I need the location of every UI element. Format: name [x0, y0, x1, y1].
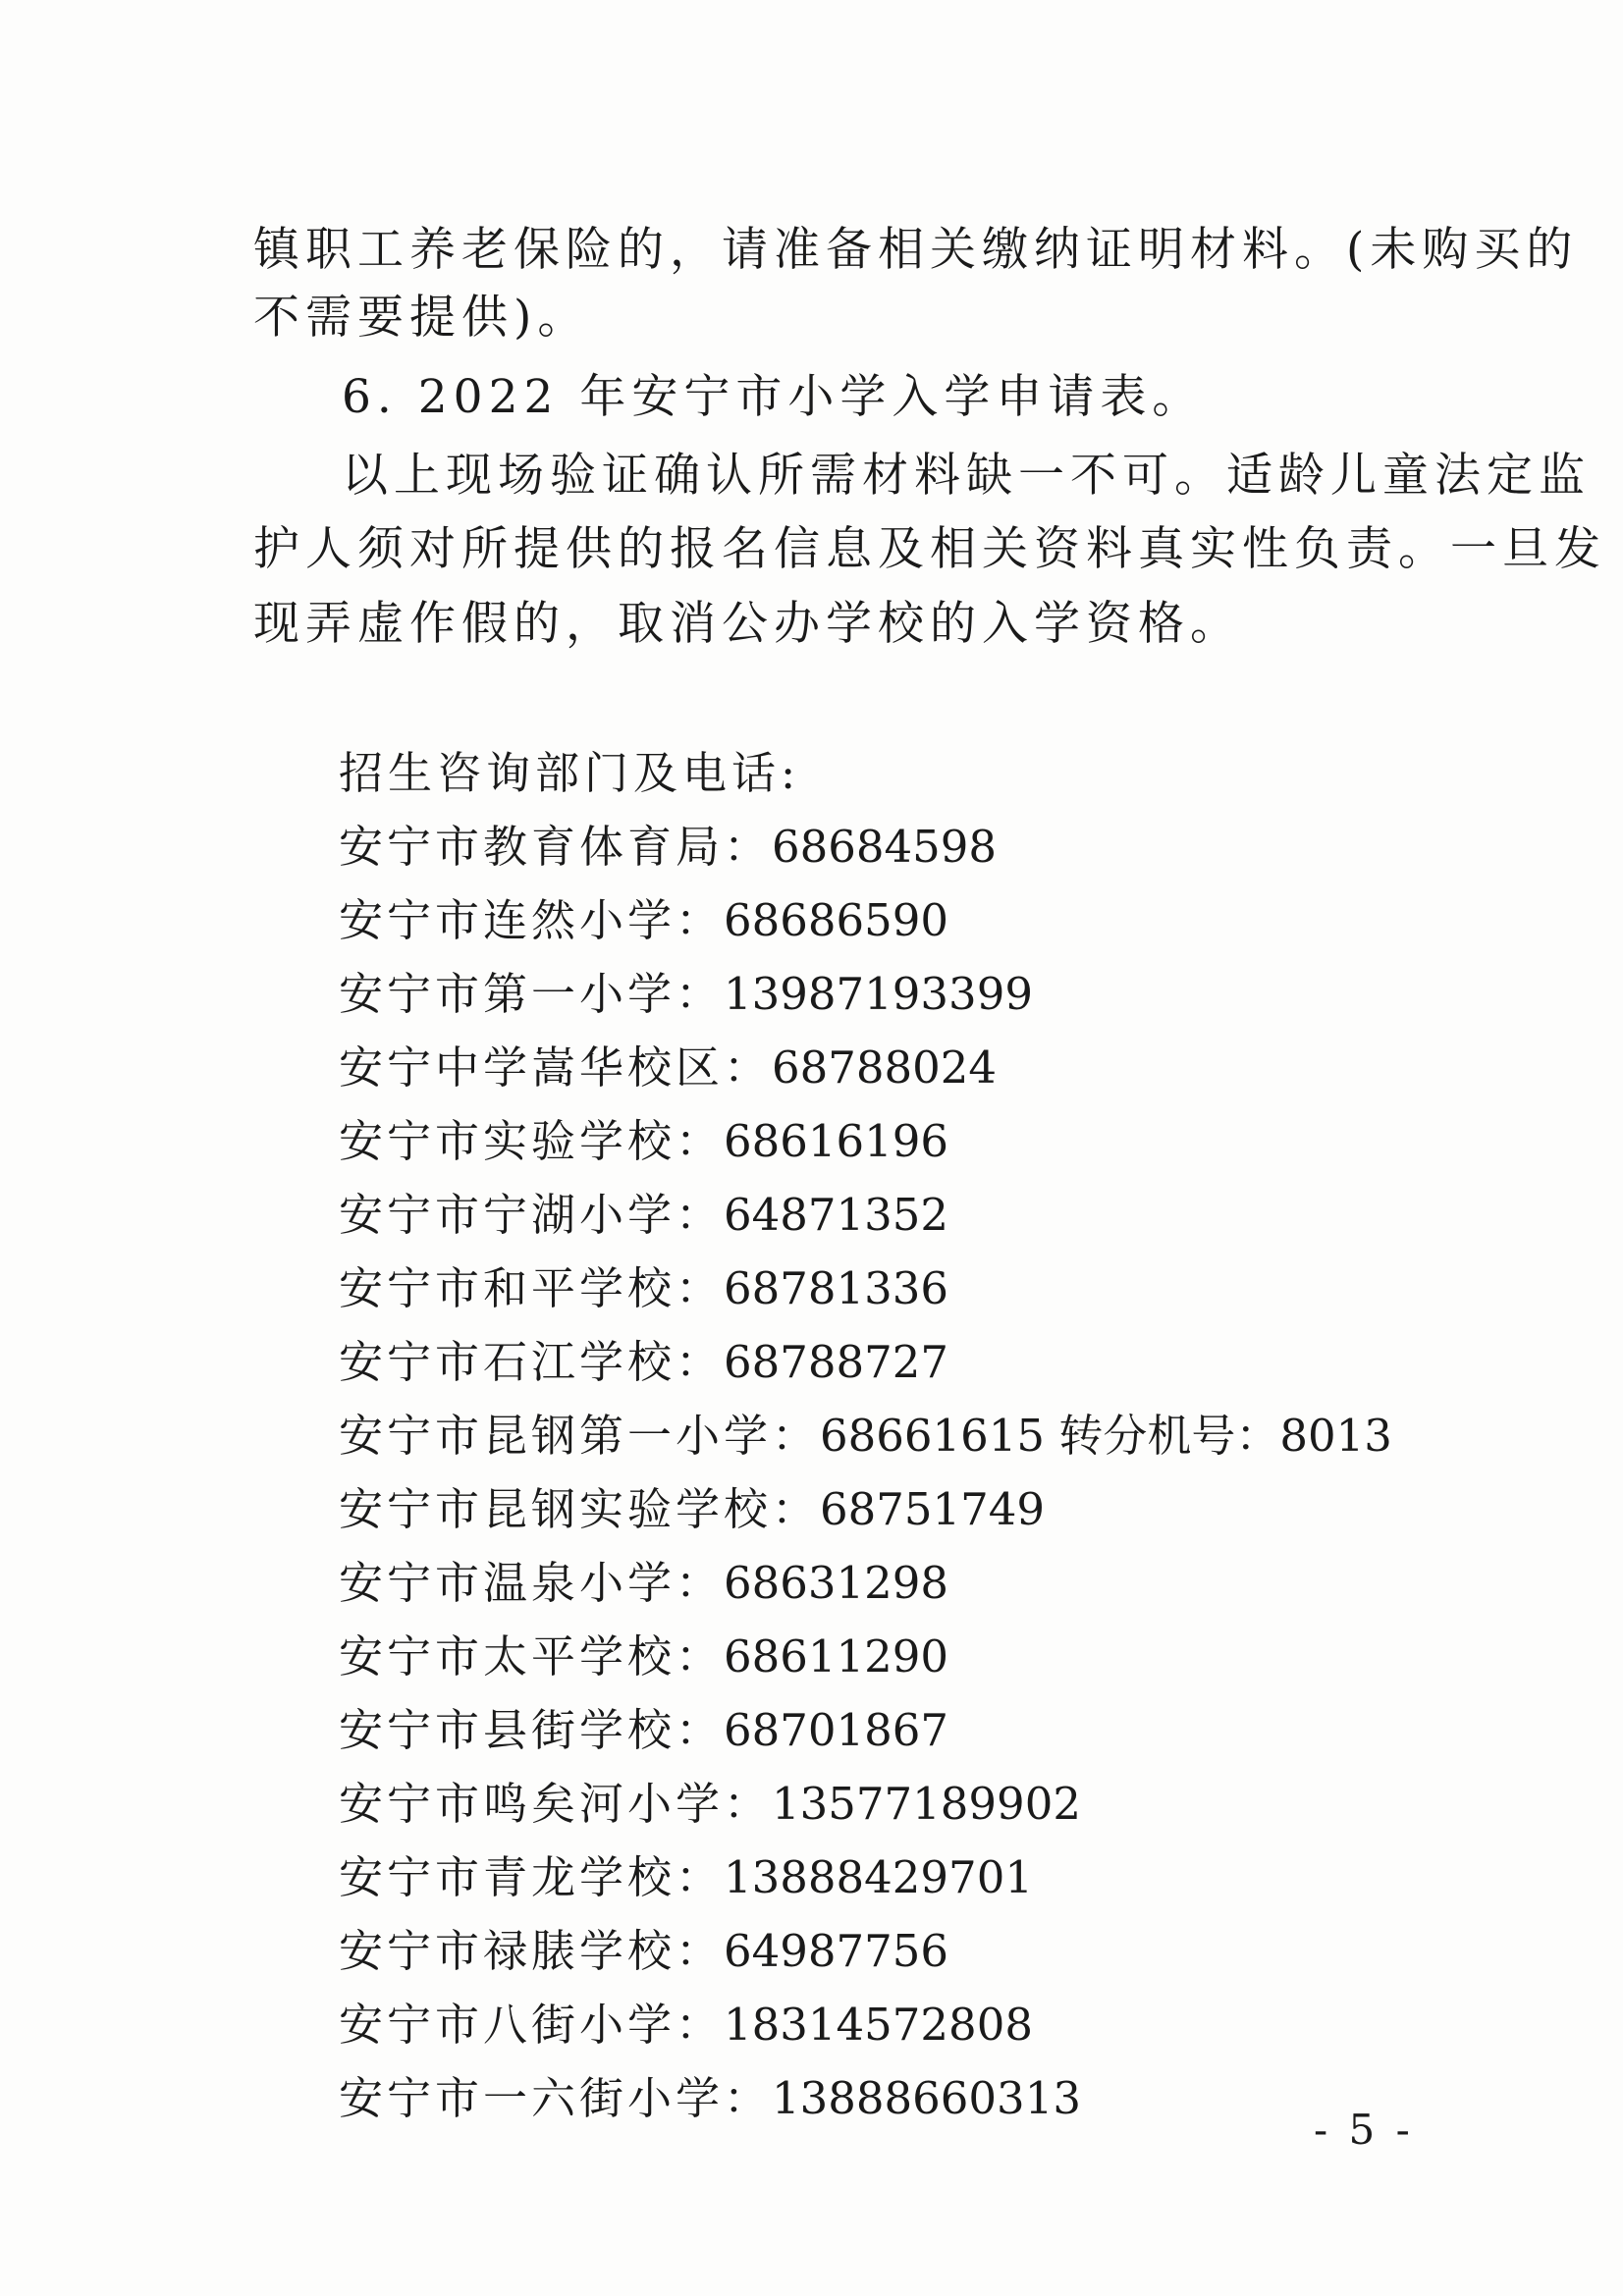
contact-phone: 68701867: [724, 1704, 949, 1756]
contact-heading: 招生咨询部门及电话:: [339, 747, 801, 799]
contact-name: 安宁市青龙学校：: [339, 1851, 725, 1903]
note-line-3: 现弄虚作假的，取消公办学校的入学资格。: [253, 597, 1242, 651]
contact-name: 安宁市宁湖小学：: [339, 1189, 725, 1241]
contact-phone: 68751749: [820, 1483, 1046, 1535]
contact-item: [339, 1914, 1392, 1988]
contact-name: 安宁市昆钢第一小学：: [339, 1410, 821, 1462]
contact-item: [339, 1104, 1392, 1178]
contact-name: 安宁市第一小学：: [339, 968, 725, 1020]
contact-phone: 68611290: [724, 1630, 949, 1682]
contact-name: 安宁市禄脿学校：: [339, 1925, 725, 1977]
contact-phone: 68781336: [724, 1262, 949, 1314]
contact-phone: 68788727: [724, 1336, 949, 1388]
contact-name: 安宁市石江学校：: [339, 1336, 725, 1388]
contact-name: 安宁市和平学校：: [339, 1262, 725, 1314]
contact-list: [339, 736, 1392, 2135]
contact-item: [339, 1767, 1392, 1841]
contact-item: [339, 1620, 1392, 1693]
contact-item: [339, 1546, 1392, 1620]
item-6-line: 6. 2022 年安宁市小学入学申请表。: [342, 370, 1205, 424]
contact-item: [339, 1399, 1392, 1472]
contact-phone: 68686590: [724, 894, 949, 946]
contact-name: 安宁市八街小学：: [339, 1999, 725, 2051]
contact-item: [339, 1252, 1392, 1325]
contact-name: 安宁市教育体育局：: [339, 821, 773, 873]
contact-name: 安宁市县街学校：: [339, 1704, 725, 1756]
note-line-2: 护人须对所提供的报名信息及相关资料真实性负责。一旦发: [253, 522, 1606, 576]
note-line-1: 以上现场验证确认所需材料缺一不可。适龄儿童法定监: [342, 449, 1591, 503]
contact-phone: 68661615 转分机号：8013: [820, 1410, 1392, 1462]
contact-phone: 68616196: [724, 1115, 949, 1167]
contact-phone: 13888660313: [772, 2072, 1081, 2124]
contact-phone: 13888429701: [724, 1851, 1033, 1903]
contact-name: 安宁市鸣矣河小学：: [339, 1778, 773, 1830]
contact-item: [339, 1325, 1392, 1399]
contact-name: 安宁市温泉小学：: [339, 1557, 725, 1609]
contact-name: 安宁市实验学校：: [339, 1115, 725, 1167]
contact-phone: 64987756: [724, 1925, 949, 1977]
contact-phone: 64871352: [724, 1189, 949, 1241]
contact-name: 安宁中学嵩华校区：: [339, 1041, 773, 1094]
contact-name: 安宁市太平学校：: [339, 1630, 725, 1682]
contact-phone: 68788024: [772, 1041, 998, 1094]
contact-name: 安宁市连然小学：: [339, 894, 725, 946]
paragraph-line-1: 镇职工养老保险的，请准备相关缴纳证明材料。(未购买的: [253, 223, 1579, 277]
contact-item: [339, 957, 1392, 1031]
contact-item: [339, 810, 1392, 883]
contact-item: [339, 1178, 1392, 1252]
contact-phone: 13577189902: [772, 1778, 1081, 1830]
contact-item: [339, 1841, 1392, 1914]
contact-item: [339, 1693, 1392, 1767]
contact-name: 安宁市昆钢实验学校：: [339, 1483, 821, 1535]
contact-item: [339, 1031, 1392, 1104]
contact-phone: 18314572808: [724, 1999, 1033, 2051]
contact-item: [339, 1988, 1392, 2061]
contact-item: [339, 883, 1392, 957]
contact-name: 安宁市一六街小学：: [339, 2072, 773, 2124]
contact-phone: 68684598: [772, 821, 998, 873]
contact-phone: 68631298: [724, 1557, 949, 1609]
page-number: - 5 -: [1314, 2106, 1414, 2154]
paragraph-line-2: 不需要提供)。: [253, 291, 590, 345]
contact-phone: 13987193399: [724, 968, 1033, 1020]
contact-item: [339, 2061, 1392, 2135]
contact-item: [339, 1472, 1392, 1546]
